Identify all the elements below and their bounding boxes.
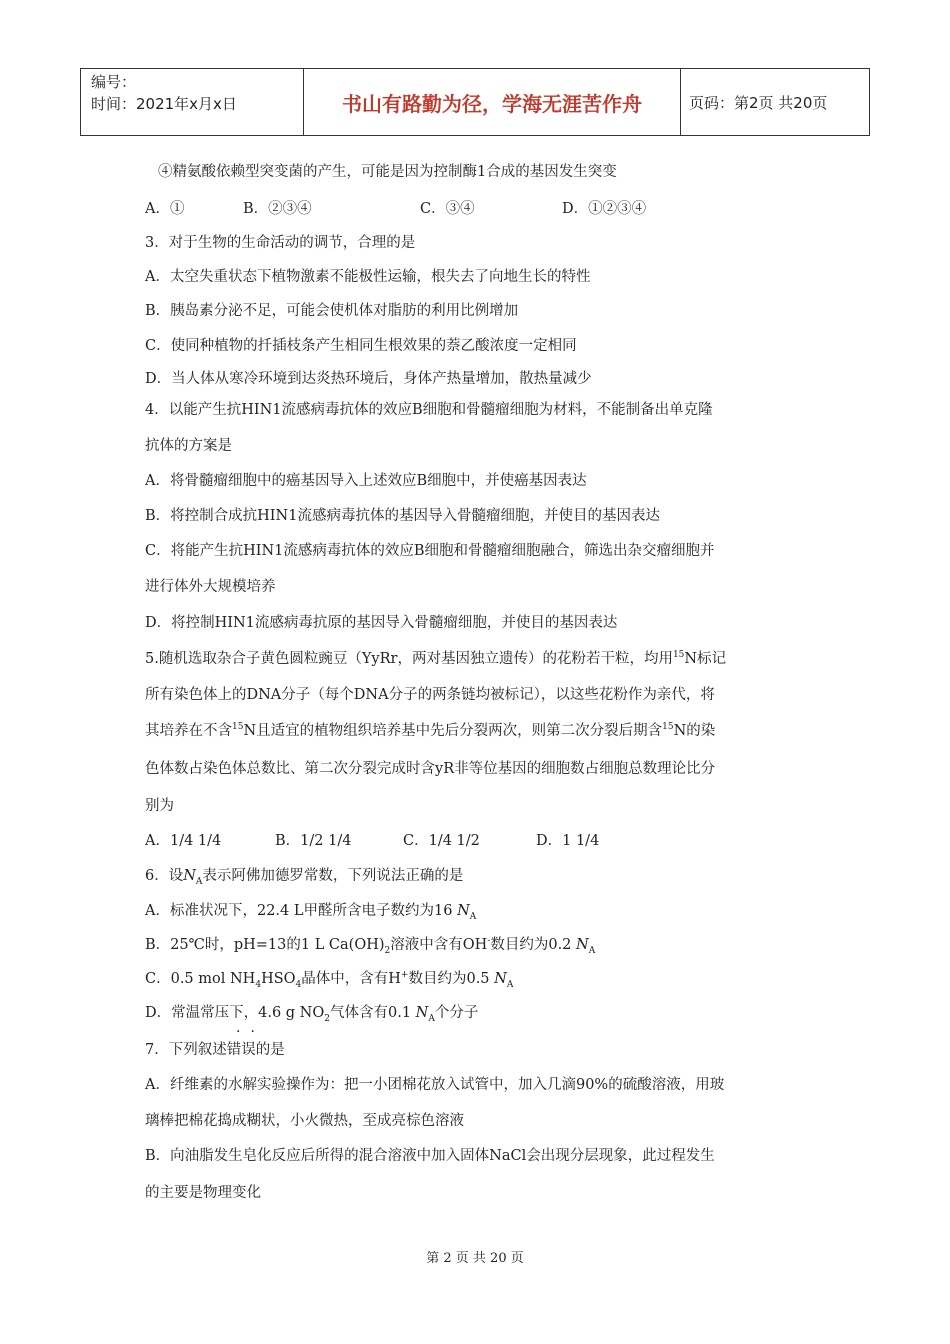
avogadro-symbol: N: [494, 971, 507, 987]
q6-option-d: [145, 1001, 478, 1022]
q6-option-c-text2: HSO: [261, 971, 296, 987]
q7-stem: 7．下列叙述错误的是: [145, 1042, 285, 1058]
q6-option-c: [145, 967, 513, 988]
page-label: 页码：第2页 共20页: [689, 93, 828, 112]
q5-line3-text: 其培养在不含: [145, 723, 232, 739]
q5-line1-text: 5.随机选取杂合子黄色圆粒豌豆（YyRr，两对基因独立遗传）的花粉若干粒，均用: [145, 651, 673, 667]
avogadro-symbol: N: [183, 868, 196, 884]
subscript: 4: [255, 979, 262, 990]
avogadro-subscript: A: [195, 876, 203, 887]
q7-option-a-line2: 璃棒把棉花捣成糊状，小火微热，至成亮棕色溶液: [145, 1113, 464, 1129]
q6-option-d-text3: 个分子: [434, 1005, 479, 1021]
avogadro-symbol: N: [457, 903, 470, 919]
q6-option-a: [145, 899, 476, 920]
q2-option-b: B．②③④: [243, 201, 312, 217]
q4-option-c-line1: C．将能产生抗HIN1流感病毒抗体的效应B细胞和骨髓瘤细胞融合，筛选出杂交瘤细胞并: [145, 543, 715, 559]
q5-line5: 别为: [145, 798, 174, 814]
q4-option-d: D．将控制HIN1流感病毒抗原的基因导入骨髓瘤细胞，并使目的基因表达: [145, 615, 618, 631]
motto: 书山有路勤为径，学海无涯苦作舟: [304, 69, 681, 135]
q2-option-d: D．①②③④: [562, 201, 647, 217]
avogadro-subscript: A: [469, 911, 477, 922]
q5-line2: 所有染色体上的DNA分子（每个DNA分子的两条链均被标记），以这些花粉作为亲代，将: [145, 687, 715, 703]
avogadro-subscript: A: [428, 1013, 435, 1024]
q5-line3-mid: N且适宜的植物组织培养基中先后分裂两次，则第二次分裂后期含: [243, 723, 663, 739]
q3-option-c: C．使同种植物的扦插枝条产生相同生根效果的萘乙酸浓度一定相同: [145, 338, 577, 354]
q3-option-a: A．太空失重状态下植物激素不能极性运输，根失去了向地生长的特性: [145, 269, 591, 285]
q5-option-d: D．1 1/4: [536, 833, 600, 849]
q6-option-b-text2: 溶液中含有OH: [390, 937, 488, 953]
q3-option-d: D．当人体从寒冷环境到达炎热环境后，身体产热量增加，散热量减少: [145, 371, 592, 387]
q3-stem: 3．对于生物的生命活动的调节，合理的是: [145, 235, 416, 251]
page-footer: 第 2 页 共 20 页: [426, 1251, 524, 1266]
q2-option-c: C．③④: [420, 201, 475, 217]
q5-line3-end: N的染: [673, 723, 716, 739]
header-info-cell: [81, 69, 304, 135]
avogadro-symbol: N: [415, 1005, 429, 1021]
q6-stem: [145, 864, 463, 885]
q6-option-b-text3: 数目约为0.2: [490, 937, 577, 953]
superscript: -: [487, 936, 491, 947]
avogadro-subscript: A: [506, 979, 514, 990]
q4-stem-line1: 4．以能产生抗HIN1流感病毒抗体的效应B细胞和骨髓瘤细胞为材料，不能制备出单克隆: [145, 402, 713, 418]
q4-option-c-line2: 进行体外大规模培养: [145, 579, 276, 595]
q4-stem-line2: 抗体的方案是: [145, 438, 232, 454]
q7-option-a-line1: A．纤维素的水解实验操作为：把一小团棉花放入试管中，加入几滴90%的硫酸溶液，用玻: [145, 1077, 725, 1093]
q6-option-c-text: C．0.5 mol NH: [145, 971, 256, 987]
q3-option-b: B．胰岛素分泌不足，可能会使机体对脂肪的利用比例增加: [145, 303, 519, 319]
q6-option-c-text4: 数目约为0.5: [408, 971, 495, 987]
header-table: [80, 68, 870, 136]
q7-option-b-line2: 的主要是物理变化: [145, 1185, 261, 1201]
serial-label: 编号：: [91, 73, 137, 91]
q6-option-d-text2: 气体含有0.1: [330, 1005, 416, 1021]
avogadro-symbol: N: [576, 937, 589, 953]
q6-option-c-text3: 晶体中，含有H: [301, 971, 401, 987]
superscript: +: [400, 970, 409, 981]
q5-line1: [145, 647, 726, 668]
q6-option-b-text: B．25℃时，pH=13的1 L Ca(OH): [145, 937, 385, 953]
q7-option-b-line1: B．向油脂发生皂化反应后所得的混合溶液中加入固体NaCl会出现分层现象，此过程发生: [145, 1148, 715, 1164]
q6-stem-end: 表示阿佛加德罗常数，下列说法正确的是: [202, 868, 464, 884]
isotope-superscript: 15: [672, 650, 685, 661]
q4-option-b: B．将控制合成抗HIN1流感病毒抗体的基因导入骨髓瘤细胞，并使目的基因表达: [145, 508, 660, 524]
emphasis-dots: ··: [236, 1024, 265, 1040]
isotope-superscript: 15: [232, 722, 244, 733]
date-label: 时间：2021年x月x日: [91, 95, 237, 113]
isotope-superscript: 15: [662, 722, 674, 733]
q6-option-d-text: D．常温常压下，4.6 g NO: [145, 1005, 325, 1021]
q5-option-c: C．1/4 1/2: [403, 833, 480, 849]
q5-line3: [145, 719, 715, 740]
subscript: 2: [384, 945, 391, 956]
q2-item4: ④精氨酸依赖型突变菌的产生，可能是因为控制酶1合成的基因发生突变: [158, 164, 617, 180]
q2-option-a: A．①: [145, 201, 185, 217]
q5-option-a: A．1/4 1/4: [145, 833, 222, 849]
q5-option-b: B．1/2 1/4: [275, 833, 352, 849]
q5-line4: 色体数占染色体总数比、第二次分裂完成时含yR非等位基因的细胞数占细胞总数理论比分: [145, 761, 716, 777]
q4-option-a: A．将骨髓瘤细胞中的癌基因导入上述效应B细胞中，并使癌基因表达: [145, 473, 587, 489]
q6-option-a-text: A．标准状况下，22.4 L甲醛所含电子数约为16: [145, 903, 458, 919]
q6-option-b: [145, 933, 595, 954]
avogadro-subscript: A: [588, 945, 596, 956]
q5-line1-end: N标记: [684, 651, 727, 667]
subscript: 4: [295, 979, 302, 990]
subscript: 2: [324, 1013, 330, 1024]
q6-stem-start: 6．设: [145, 868, 184, 884]
